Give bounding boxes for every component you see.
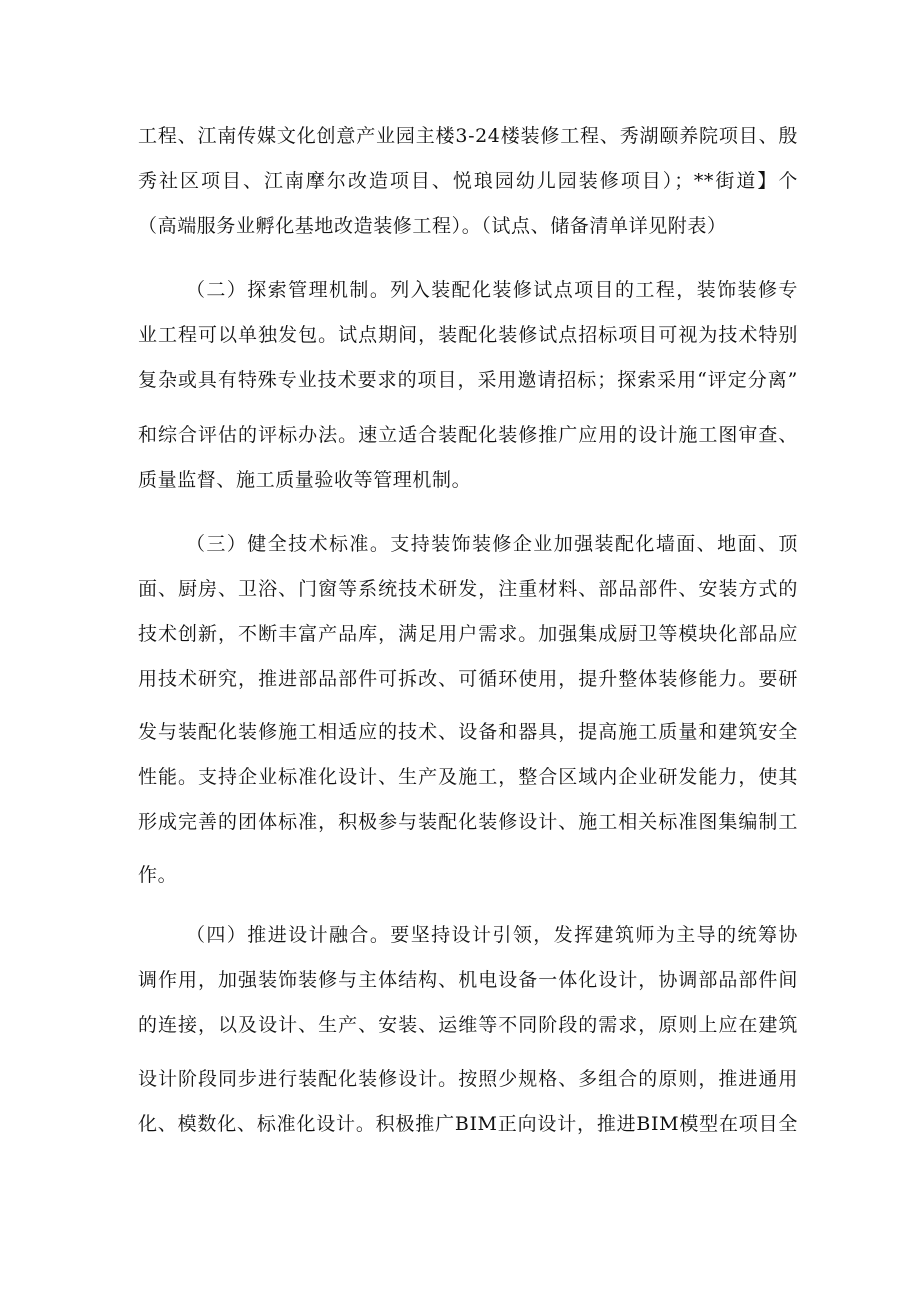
p3-line-4: 用技术研究，推进部品部件可拆改、可循环使用，提升整体装修能力。要研 <box>138 668 798 690</box>
p3-line-8: 作。 <box>138 864 178 886</box>
p4-line-1: （四）推进设计融合。要坚持设计引领，发挥建筑师为主导的统筹协 <box>186 924 798 946</box>
p4-line-4: 设计阶段同步进行装配化装修设计。按照少规格、多组合的原则，推进通用 <box>138 1068 798 1090</box>
p3-line-2: 面、厨房、卫浴、门窗等系统技术研发，注重材料、部品部件、安装方式的 <box>138 578 798 600</box>
p2-line-3: 复杂或具有特殊专业技术要求的项目，采用邀请招标；探索采用“评定分离” <box>138 369 798 391</box>
p1-line-3: （高端服务业孵化基地改造装修工程）。（试点、储备清单详见附表） <box>138 215 727 237</box>
p3-line-5: 发与装配化装修施工相适应的技术、设备和器具，提高施工质量和建筑安全 <box>138 721 798 743</box>
p2-line-5: 质量监督、施工质量验收等管理机制。 <box>138 469 472 491</box>
p3-line-7: 形成完善的团体标准，积极参与装配化装修设计、施工相关标准图集编制工 <box>138 811 798 833</box>
p1-line-2: 秀社区项目、江南摩尔改造项目、悦琅园幼儿园装修项目）；**街道】个 <box>138 170 798 192</box>
p2-line-4: 和综合评估的评标办法。速立适合装配化装修推广应用的设计施工图审查、 <box>138 424 798 446</box>
p3-line-1: （三）健全技术标准。支持装饰装修企业加强装配化墙面、地面、顶 <box>186 533 798 555</box>
p3-line-3: 技术创新，不断丰富产品库，满足用户需求。加强集成厨卫等模块化部品应 <box>138 623 798 645</box>
p4-line-3: 的连接，以及设计、生产、安装、运维等不同阶段的需求，原则上应在建筑 <box>138 1014 798 1036</box>
p3-line-6: 性能。支持企业标准化设计、生产及施工，整合区域内企业研发能力，使其 <box>138 766 798 788</box>
p2-line-1: （二）探索管理机制。列入装配化装修试点项目的工程，装饰装修专 <box>186 279 798 301</box>
p1-line-1: 工程、江南传媒文化创意产业园主楼3-24楼装修工程、秀湖颐养院项目、殷 <box>138 125 798 147</box>
p4-line-5: 化、模数化、标准化设计。积极推广BIM正向设计，推进BIM模型在项目全 <box>138 1113 798 1135</box>
p4-line-2: 调作用，加强装饰装修与主体结构、机电设备一体化设计，协调部品部件间 <box>138 969 798 991</box>
p2-line-2: 业工程可以单独发包。试点期间，装配化装修试点招标项目可视为技术特别 <box>138 324 798 346</box>
